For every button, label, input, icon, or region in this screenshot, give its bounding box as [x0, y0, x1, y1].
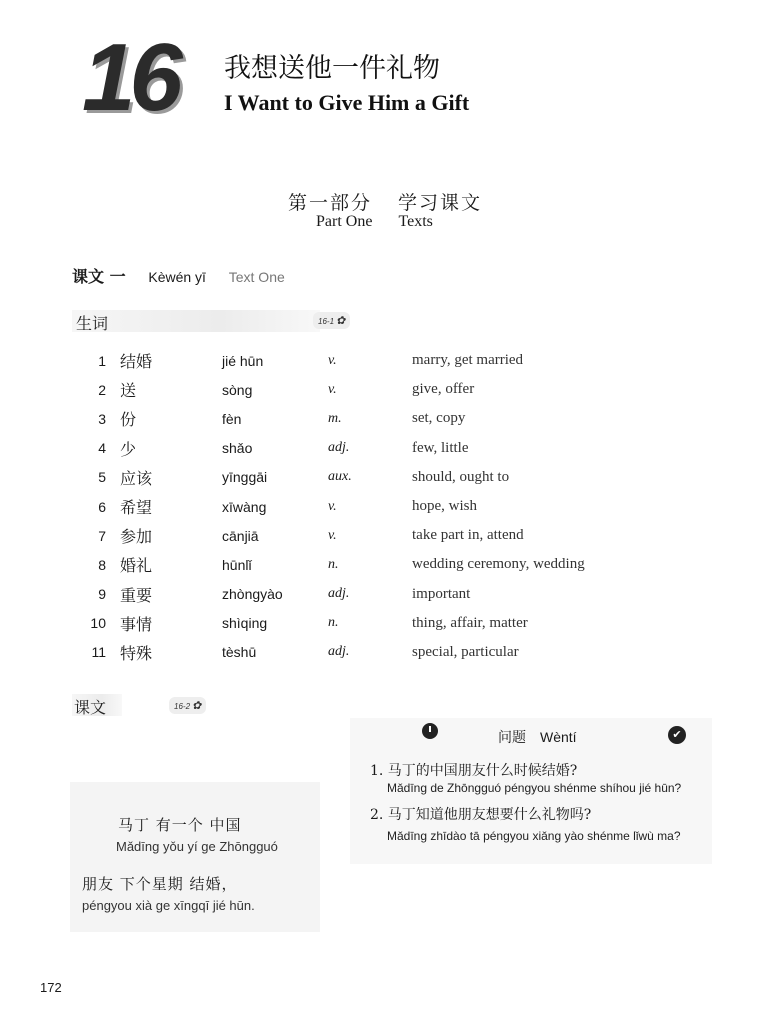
vocab-pos: adj. — [328, 644, 350, 660]
vocab-pos: v. — [328, 527, 337, 543]
vocab-row — [72, 580, 632, 609]
vocab-pinyin: hūnlǐ — [222, 556, 252, 573]
vocab-number: 11 — [91, 644, 106, 661]
part-title-cn: 学习课文 — [398, 192, 483, 214]
vocab-number: 10 — [90, 615, 106, 632]
lesson-title-english: I Want to Give Him a Gift — [224, 90, 470, 115]
vocab-row — [72, 550, 632, 579]
vocab-english: give, offer — [412, 381, 475, 398]
vocab-hanzi: 参加 — [120, 527, 153, 547]
vocab-pos: v. — [328, 498, 337, 514]
vocab-pinyin: cānjiā — [222, 527, 259, 544]
vocab-pinyin: yīnggāi — [222, 469, 268, 486]
text-one-heading-pinyin: Kèwén yī — [148, 269, 206, 285]
question-pinyin: Mǎdīng de Zhōngguó péngyou shénme shíhou jié hūn? — [387, 781, 682, 795]
questions-heading — [498, 727, 577, 747]
vocab-row — [72, 521, 632, 550]
vocab-number: 3 — [98, 410, 106, 427]
vocab-pinyin: xīwàng — [222, 498, 267, 515]
text-section-label: 课文 — [74, 698, 107, 717]
part-heading-chinese — [288, 188, 482, 215]
vocab-english: wedding ceremony, wedding — [412, 556, 585, 573]
vocab-hanzi: 份 — [120, 410, 137, 430]
vocab-number: 2 — [98, 381, 106, 398]
text-one-heading-cn: 课文 一 — [72, 267, 126, 286]
vocab-pos: aux. — [328, 469, 352, 485]
vocab-row — [72, 346, 632, 375]
clock-icon — [422, 723, 438, 739]
vocab-label-band — [72, 310, 320, 332]
vocab-english: marry, get married — [412, 352, 524, 369]
vocab-number: 4 — [98, 440, 106, 457]
audio-cd-icon: ✿ — [336, 315, 346, 327]
vocab-number: 7 — [98, 527, 106, 544]
vocab-pos: adj. — [328, 440, 350, 456]
question-text: 2. 马丁知道他朋友想要什么礼物吗? — [370, 807, 592, 823]
lesson-title-chinese: 我想送他一件礼物 — [224, 53, 440, 84]
text-one-heading — [72, 264, 285, 287]
vocab-pos: n. — [328, 556, 339, 572]
question-text: 1. 马丁的中国朋友什么时候结婚? — [370, 763, 578, 779]
vocab-pos: adj. — [328, 586, 350, 602]
vocab-pos: m. — [328, 410, 342, 426]
vocab-english: set, copy — [412, 410, 466, 427]
vocab-number: 5 — [98, 469, 106, 486]
dialogue-line-pinyin: péngyou xià ge xīngqī jié hūn. — [82, 898, 255, 913]
vocab-row — [72, 434, 632, 463]
vocab-audio-tag[interactable] — [313, 312, 350, 329]
vocab-pinyin: tèshū — [222, 644, 257, 661]
question-pinyin: Mǎdīng zhīdào tā péngyou xiǎng yào shénme lǐwù ma? — [387, 829, 681, 843]
vocab-pinyin: shǎo — [222, 440, 253, 457]
vocab-hanzi: 应该 — [120, 468, 153, 488]
vocab-pos: v. — [328, 352, 337, 368]
vocab-pinyin: shìqing — [222, 615, 268, 632]
vocab-hanzi: 重要 — [120, 585, 153, 605]
vocab-number: 8 — [98, 556, 106, 573]
vocab-row — [72, 463, 632, 492]
vocab-english: important — [412, 585, 471, 602]
lesson-number: 16 — [82, 24, 177, 131]
vocab-hanzi: 事情 — [120, 614, 153, 634]
vocabulary-table — [72, 346, 632, 667]
vocab-row — [72, 492, 632, 521]
vocab-number: 9 — [98, 586, 106, 603]
part-heading-english — [316, 213, 433, 231]
check-icon: ✔ — [668, 726, 686, 744]
vocab-pinyin: sòng — [222, 381, 253, 398]
part-number-en: Part One — [316, 213, 373, 230]
vocab-hanzi: 少 — [120, 439, 137, 459]
vocab-hanzi: 结婚 — [120, 352, 153, 372]
part-number-cn: 第一部分 — [288, 192, 373, 214]
vocab-row — [72, 609, 632, 638]
vocab-english: few, little — [412, 439, 469, 456]
vocab-section-label: 生词 — [76, 314, 109, 333]
dialogue-line-hanzi: 马丁 有一个 中国 — [118, 816, 242, 834]
dialogue-line-hanzi: 朋友 下个星期 结婚， — [82, 875, 238, 893]
questions-heading-pinyin: Wèntí — [540, 729, 577, 745]
vocab-english: hope, wish — [412, 498, 477, 515]
vocab-row — [72, 375, 632, 404]
vocab-row — [72, 638, 632, 667]
part-title-en: Texts — [398, 213, 433, 230]
vocab-english: special, particular — [412, 643, 519, 660]
text-audio-tag[interactable] — [169, 697, 206, 714]
vocab-number: 1 — [98, 352, 106, 369]
audio-cd-icon: ✿ — [192, 700, 202, 712]
vocab-hanzi: 特殊 — [120, 643, 153, 663]
vocab-english: should, ought to — [412, 468, 510, 485]
dialogue-line-pinyin: Mǎdīng yǒu yí ge Zhōngguó — [116, 839, 278, 854]
page-number: 172 — [40, 980, 62, 995]
vocab-english: take part in, attend — [412, 527, 524, 544]
questions-heading-cn: 问题 — [498, 730, 526, 746]
vocab-pinyin: fèn — [222, 410, 242, 427]
vocab-pos: v. — [328, 381, 337, 397]
vocab-pinyin: jié hūn — [222, 352, 264, 369]
vocab-hanzi: 送 — [120, 381, 137, 401]
text-one-heading-en: Text One — [228, 269, 285, 285]
vocab-row — [72, 404, 632, 433]
vocab-english: thing, affair, matter — [412, 614, 528, 631]
vocab-hanzi: 希望 — [120, 498, 153, 518]
vocab-pinyin: zhòngyào — [222, 586, 283, 603]
vocab-audio-tag-text: 16-1 — [318, 317, 335, 326]
vocab-pos: n. — [328, 615, 339, 631]
vocab-hanzi: 婚礼 — [120, 556, 153, 576]
vocab-number: 6 — [98, 498, 106, 515]
text-audio-tag-text: 16-2 — [174, 702, 191, 711]
